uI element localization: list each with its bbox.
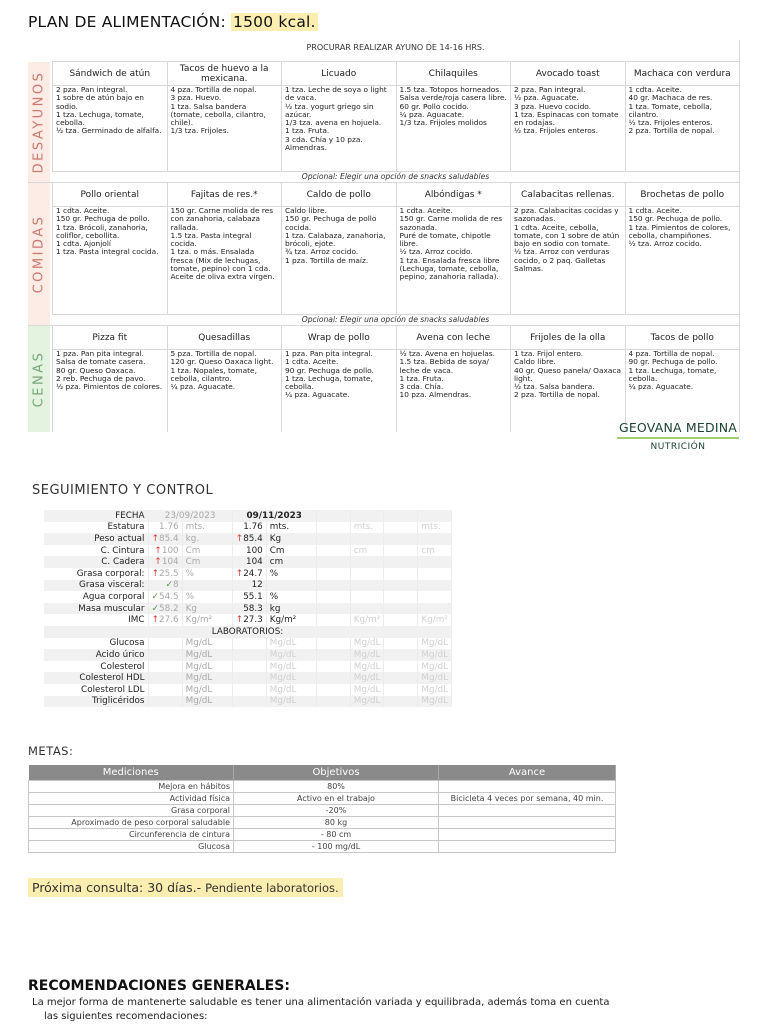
- empty-cell: [418, 510, 452, 522]
- lab-unit: Mg/dL: [350, 638, 384, 650]
- empty-cell: [316, 556, 350, 568]
- unit-date-2: mts.: [266, 522, 316, 534]
- meal-title: Pizza fit: [52, 326, 167, 349]
- value-text: 27.3: [243, 615, 263, 626]
- empty-cell: [384, 661, 418, 673]
- lab-label: Colesterol LDL: [44, 684, 148, 696]
- unit-date-4: mts.: [418, 522, 452, 534]
- empty-cell: [384, 568, 418, 580]
- value-date-2: [232, 580, 266, 592]
- value-date-2: [232, 522, 266, 534]
- lab-unit: Mg/dL: [182, 672, 232, 684]
- meal-title: Chilaquiles: [396, 62, 511, 85]
- next-appointment-main: Próxima consulta: 30 días.-: [32, 880, 202, 895]
- empty-cell: [316, 533, 350, 545]
- goals-header: Objetivos: [234, 765, 439, 780]
- goals-header: Avance: [439, 765, 616, 780]
- value-date-2: [232, 545, 266, 557]
- lab-unit: Mg/dL: [350, 684, 384, 696]
- empty-cell: [384, 533, 418, 545]
- empty-cell: [384, 684, 418, 696]
- empty-cell: [316, 603, 350, 615]
- arrow-up-icon: ↑: [235, 568, 244, 579]
- goal-progress: [439, 828, 616, 840]
- unit-date-4: [418, 533, 452, 545]
- empty-cell: [232, 638, 266, 650]
- section-cenas: [28, 326, 739, 432]
- lab-unit: Mg/dL: [418, 661, 452, 673]
- lab-label: Triglicéridos: [44, 696, 148, 708]
- next-appointment-note: Pendiente laboratorios.: [205, 881, 339, 895]
- meal-title: Avocado toast: [510, 62, 625, 85]
- meal-title: Machaca con verdura: [625, 62, 740, 85]
- value-date-2: [232, 556, 266, 568]
- empty-cell: [316, 580, 350, 592]
- lab-label: Glucosa: [44, 638, 148, 650]
- goal-objective: 80 kg: [234, 816, 439, 828]
- meal-ingredients: 2 pza. Pan integral. ½ pza. Aguacate. 3 pza. Huevo cocido. 1 tza. Espinacas con tomate en rodajas. ½ tza. Frijoles enteros.: [510, 86, 625, 171]
- tracking-row: [44, 522, 452, 534]
- meal-title: Pollo oriental: [52, 183, 167, 206]
- lab-unit: Mg/dL: [182, 638, 232, 650]
- meal-ingredients: 1 tza. Leche de soya o light de vaca. ½ tza. yogurt griego sin azúcar. 1/3 tza. avena en hojuela. 1 tza. Fruta. 3 cda. Chía y 10 pza. Almendras.: [281, 86, 396, 171]
- value-date-1: [148, 556, 182, 568]
- lab-row: [44, 638, 452, 650]
- goal-row: [29, 780, 616, 792]
- unit-date-3: [350, 580, 384, 592]
- goal-row: [29, 804, 616, 816]
- meal-ingredients: 1 tza. Frijol entero. Caldo libre. 40 gr. Queso panela/ Oaxaca light. ½ tza. Salsa bandera. 2 pza. Tortilla de nopal.: [510, 350, 625, 432]
- next-appointment: [28, 878, 343, 897]
- meal-title: Sándwich de atún: [52, 62, 167, 85]
- unit-date-2: Cm: [266, 545, 316, 557]
- empty-cell: [316, 545, 350, 557]
- meal-title: Tacos de pollo: [625, 326, 740, 349]
- lab-unit: Mg/dL: [182, 696, 232, 708]
- section-band: [28, 183, 50, 325]
- optional-note: Opcional: Elegir una opción de snacks saludables: [52, 171, 739, 182]
- brand-name: GEOVANA MEDINA: [618, 420, 738, 435]
- metric-label: Peso actual: [44, 533, 148, 545]
- value-text: 12: [251, 580, 263, 591]
- empty-cell: [316, 696, 350, 708]
- metric-label: Masa muscular: [44, 603, 148, 615]
- unit-date-3: [350, 556, 384, 568]
- value-date-1: [148, 545, 182, 557]
- goal-objective: - 80 cm: [234, 828, 439, 840]
- section-band: [28, 62, 50, 182]
- section-label: DESAYUNOS: [31, 70, 47, 174]
- meal-title: Calabacitas rellenas.: [510, 183, 625, 206]
- lab-row: [44, 649, 452, 661]
- unit-date-2: Kg/m²: [266, 614, 316, 626]
- empty-cell: [148, 672, 182, 684]
- check-icon: ✓: [151, 603, 160, 614]
- value-text: 24.7: [243, 568, 263, 579]
- goal-measure: Glucosa: [29, 840, 234, 852]
- empty-cell: [384, 545, 418, 557]
- empty-cell: [384, 696, 418, 708]
- empty-cell: [316, 638, 350, 650]
- empty-cell: [384, 510, 418, 522]
- meal-title: Brochetas de pollo: [625, 183, 740, 206]
- meal-title: Albóndigas *: [396, 183, 511, 206]
- lab-unit: Mg/dL: [182, 649, 232, 661]
- lab-unit: Mg/dL: [266, 696, 316, 708]
- empty-cell: [384, 591, 418, 603]
- unit-date-2: kg: [266, 603, 316, 615]
- section-comidas: [28, 183, 739, 326]
- kcal-highlight: 1500 kcal.: [233, 13, 316, 31]
- section-desayunos: [28, 62, 739, 183]
- check-icon: ✓: [151, 591, 160, 602]
- goal-objective: - 100 mg/dL: [234, 840, 439, 852]
- lab-label: Acido úrico: [44, 649, 148, 661]
- value-date-1: [148, 533, 182, 545]
- date-1: 23/09/2023: [148, 510, 232, 522]
- lab-row: [44, 696, 452, 708]
- value-text: 55.1: [243, 591, 263, 602]
- lab-unit: Mg/dL: [182, 661, 232, 673]
- tracking-table: [44, 510, 452, 707]
- empty-cell: [148, 649, 182, 661]
- meal-ingredients: 4 pza. Tortilla de nopal. 3 pza. Huevo. 1 tza. Salsa bandera (tomate, cebolla, cilantro, chile). 1/3 tza. Frijoles.: [167, 86, 282, 171]
- meal-title: Caldo de pollo: [281, 183, 396, 206]
- value-date-2: [232, 591, 266, 603]
- section-band: [28, 326, 50, 432]
- page-title: PLAN DE ALIMENTACIÓN: 1500 kcal.: [28, 13, 316, 31]
- metric-label: IMC: [44, 614, 148, 626]
- tracking-title: SEGUIMIENTO Y CONTROL: [32, 483, 214, 498]
- meal-title: Frijoles de la olla: [510, 326, 625, 349]
- tracking-row: [44, 556, 452, 568]
- value-text: 1.76: [243, 522, 263, 533]
- empty-cell: [384, 638, 418, 650]
- meal-title: Avena con leche: [396, 326, 511, 349]
- goal-progress: [439, 780, 616, 792]
- value-date-2: [232, 614, 266, 626]
- arrow-up-icon: ↑: [154, 557, 162, 568]
- date-2: 09/11/2023: [232, 510, 316, 522]
- arrow-up-icon: ↑: [235, 615, 244, 626]
- tracking-row: [44, 545, 452, 557]
- value-date-1: [148, 591, 182, 603]
- empty-cell: [384, 649, 418, 661]
- metric-label: C. Cadera: [44, 556, 148, 568]
- empty-cell: [148, 661, 182, 673]
- unit-date-1: %: [182, 568, 232, 580]
- lab-unit: Mg/dL: [418, 638, 452, 650]
- empty-cell: [384, 522, 418, 534]
- unit-date-4: cm: [418, 545, 452, 557]
- empty-cell: [232, 649, 266, 661]
- meal-ingredients: ½ tza. Avena en hojuelas. 1.5 tza. Bebida de soya/ leche de vaca. 1 tza. Fruta. 3 cda. Chía. 10 pza. Almendras.: [396, 350, 511, 432]
- empty-cell: [316, 591, 350, 603]
- goal-progress: [439, 804, 616, 816]
- tracking-header-row: [44, 510, 452, 522]
- unit-date-1: kg.: [182, 533, 232, 545]
- unit-date-3: [350, 591, 384, 603]
- goal-row: [29, 828, 616, 840]
- goal-measure: Mejora en hábitos: [29, 780, 234, 792]
- unit-date-3: cm: [350, 545, 384, 557]
- lab-unit: Mg/dL: [266, 661, 316, 673]
- meal-ingredients: 150 gr. Carne molida de res con zanahoria, calabaza rallada. 1.5 tza. Pasta integral cocida. 1 tza. o más. Ensalada fresca (Mix de lechugas, tomate, pepino) con 1 cda. Aceite de oliva extra virgen.: [167, 207, 282, 314]
- unit-date-4: [418, 580, 452, 592]
- value-text: 85.4: [159, 533, 179, 544]
- tracking-row: [44, 533, 452, 545]
- meal-title: Quesadillas: [167, 326, 282, 349]
- value-text: 100: [245, 545, 263, 556]
- tracking-row: [44, 568, 452, 580]
- metric-label: Grasa visceral:: [44, 580, 148, 592]
- arrow-up-icon: ↑: [151, 568, 160, 579]
- value-date-1: [148, 568, 182, 580]
- goal-objective: Activo en el trabajo: [234, 792, 439, 804]
- fasting-note: PROCURAR REALIZAR AYUNO DE 14-16 HRS.: [52, 40, 739, 62]
- brand-subtitle: NUTRICIÓN: [650, 442, 706, 452]
- value-text: 25.5: [159, 568, 179, 579]
- value-text: 85.4: [243, 533, 263, 544]
- value-date-2: [232, 603, 266, 615]
- goal-row: [29, 792, 616, 804]
- meal-ingredients: 2 pza. Pan integral. 1 sobre de atún bajo en sodio. 1 tza. Lechuga, tomate, cebolla. ½ tza. Germinado de alfalfa.: [52, 86, 167, 171]
- unit-date-1: Kg/m²: [182, 614, 232, 626]
- goal-row: [29, 816, 616, 828]
- meal-title: Fajitas de res.*: [167, 183, 282, 206]
- value-text: 100: [161, 545, 179, 556]
- value-date-1: [148, 580, 182, 592]
- metric-label: Agua corporal: [44, 591, 148, 603]
- lab-unit: Mg/dL: [350, 696, 384, 708]
- empty-cell: [316, 510, 350, 522]
- labs-header-row: [44, 626, 452, 638]
- value-text: 1.76: [159, 522, 179, 533]
- arrow-up-icon: ↑: [154, 545, 162, 556]
- meal-title: Licuado: [281, 62, 396, 85]
- meal-ingredients: 1 pza. Pan pita integral. 1 cdta. Aceite. 90 gr. Pechuga de pollo. 1 tza. Lechuga, tomate, cebolla. ¼ pza. Aguacate.: [281, 350, 396, 432]
- goal-measure: Grasa corporal: [29, 804, 234, 816]
- value-text: 54.5: [159, 591, 179, 602]
- goal-measure: Circunferencia de cintura: [29, 828, 234, 840]
- lab-unit: Mg/dL: [418, 696, 452, 708]
- labs-title: LABORATORIOS:: [44, 626, 452, 638]
- empty-cell: [350, 510, 384, 522]
- goal-objective: -20%: [234, 804, 439, 816]
- meal-ingredients: 5 pza. Tortilla de nopal. 120 gr. Queso Oaxaca light. 1 tza. Nopales, tomate, cebolla, cilantro. ¼ pza. Aguacate.: [167, 350, 282, 432]
- unit-date-1: Kg: [182, 603, 232, 615]
- value-date-1: [148, 614, 182, 626]
- goals-table: [28, 765, 616, 853]
- goal-objective: 80%: [234, 780, 439, 792]
- unit-date-2: [266, 580, 316, 592]
- check-icon: ✓: [165, 580, 174, 591]
- unit-date-3: [350, 568, 384, 580]
- arrow-up-icon: ↑: [151, 533, 160, 544]
- unit-date-3: [350, 533, 384, 545]
- value-date-1: [148, 522, 182, 534]
- section-label: COMIDAS: [31, 214, 47, 294]
- empty-cell: [232, 696, 266, 708]
- unit-date-1: [182, 580, 232, 592]
- value-text: 58.2: [159, 603, 179, 614]
- recommendations-line: La mejor forma de mantenerte saludable es tener una alimentación variada y equilibrada, además toma en cuenta: [32, 997, 610, 1008]
- lab-row: [44, 672, 452, 684]
- empty-cell: [384, 580, 418, 592]
- goal-row: [29, 840, 616, 852]
- meal-ingredients: 1 cdta. Aceite. 150 gr. Pechuga de pollo. 1 tza. Brócoli, zanahoria, coliflor, cebollita. 1 cdta. Ajonjolí 1 tza. Pasta integral cocida.: [52, 207, 167, 314]
- unit-date-4: [418, 556, 452, 568]
- lab-unit: Mg/dL: [266, 672, 316, 684]
- unit-date-3: [350, 603, 384, 615]
- meal-ingredients: 1 cdta. Aceite. 150 gr. Carne molida de res sazonada. Puré de tomate, chipotle libre. ½ tza. Arroz cocido. 1 tza. Ensalada fresca libre (Lechuga, tomate, cebolla, pepino, zanahoria rallada).: [396, 207, 511, 314]
- meal-ingredients: 1 cdta. Aceite. 150 gr. Pechuga de pollo. 1 tza. Pimientos de colores, cebolla, champiñones. ½ tza. Arroz cocido.: [625, 207, 740, 314]
- empty-cell: [316, 661, 350, 673]
- empty-cell: [148, 638, 182, 650]
- unit-date-2: Kg: [266, 533, 316, 545]
- empty-cell: [316, 672, 350, 684]
- lab-unit: Mg/dL: [418, 684, 452, 696]
- empty-cell: [384, 603, 418, 615]
- meal-ingredients: 4 pza. Tortilla de nopal. 90 gr. Pechuga de pollo. 1 tza. Lechuga, tomate, cebolla. ¼ pza. Aguacate.: [625, 350, 740, 432]
- empty-cell: [316, 649, 350, 661]
- meal-ingredients: 2 pza. Calabacitas cocidas y sazonadas. 1 cdta. Aceite, cebolla, tomate, con 1 sobre de atún bajo en sodio con tomate. ½ tza. Arroz con verduras cocido, o 2 paq. Galletas Salmas.: [510, 207, 625, 314]
- value-text: 104: [245, 557, 263, 568]
- meal-ingredients: 1 cdta. Aceite. 40 gr. Machaca de res. 1 tza. Tomate, cebolla, cilantro. ½ tza. Frijoles enteros. 2 pza. Tortilla de nopal.: [625, 86, 740, 171]
- meal-details: [52, 86, 739, 171]
- empty-cell: [232, 672, 266, 684]
- date-label: FECHA: [44, 510, 148, 522]
- unit-date-2: cm: [266, 556, 316, 568]
- meal-headers: [52, 183, 739, 207]
- unit-date-4: Kg/m²: [418, 614, 452, 626]
- lab-unit: Mg/dL: [266, 684, 316, 696]
- lab-unit: Mg/dL: [418, 672, 452, 684]
- unit-date-1: %: [182, 591, 232, 603]
- goal-measure: Aproximado de peso corporal saludable: [29, 816, 234, 828]
- unit-date-3: mts.: [350, 522, 384, 534]
- unit-date-2: %: [266, 568, 316, 580]
- lab-unit: Mg/dL: [418, 649, 452, 661]
- recommendations-title: RECOMENDACIONES GENERALES:: [28, 978, 290, 994]
- tracking-row: [44, 614, 452, 626]
- value-text: 27.6: [159, 615, 179, 626]
- recommendations-text: [32, 996, 732, 1024]
- empty-cell: [148, 696, 182, 708]
- value-text: 8: [173, 580, 179, 591]
- lab-label: Colesterol HDL: [44, 672, 148, 684]
- value-date-2: [232, 568, 266, 580]
- value-date-2: [232, 533, 266, 545]
- lab-unit: Mg/dL: [182, 684, 232, 696]
- empty-cell: [384, 614, 418, 626]
- unit-date-4: [418, 591, 452, 603]
- meal-plan: [28, 40, 740, 432]
- goals-title: METAS:: [28, 744, 74, 758]
- unit-date-4: [418, 603, 452, 615]
- empty-cell: [148, 684, 182, 696]
- meal-details: [52, 207, 739, 314]
- arrow-up-icon: ↑: [151, 615, 160, 626]
- goal-progress: [439, 816, 616, 828]
- lab-unit: Mg/dL: [350, 661, 384, 673]
- goal-progress: [439, 840, 616, 852]
- unit-date-3: Kg/m²: [350, 614, 384, 626]
- value-text: 58.3: [243, 603, 263, 614]
- empty-cell: [316, 568, 350, 580]
- lab-unit: Mg/dL: [266, 638, 316, 650]
- lab-row: [44, 684, 452, 696]
- lab-label: Colesterol: [44, 661, 148, 673]
- unit-date-4: [418, 568, 452, 580]
- tracking-row: [44, 603, 452, 615]
- meal-ingredients: Caldo libre. 150 gr. Pechuga de pollo cocida. 1 tza. Calabaza, zanahoria, brócoli, ejote. ¾ tza. Arroz cocido. 1 pza. Tortilla de maíz.: [281, 207, 396, 314]
- metric-label: Estatura: [44, 522, 148, 534]
- value-text: 104: [161, 557, 179, 568]
- optional-note: Opcional: Elegir una opción de snacks saludables: [52, 314, 739, 325]
- unit-date-2: %: [266, 591, 316, 603]
- brand-logo: [617, 420, 739, 452]
- meal-headers: [52, 326, 739, 350]
- empty-cell: [232, 684, 266, 696]
- empty-cell: [316, 522, 350, 534]
- goal-measure: Actividad física: [29, 792, 234, 804]
- goal-progress: Bicicleta 4 veces por semana, 40 min.: [439, 792, 616, 804]
- meal-title: Wrap de pollo: [281, 326, 396, 349]
- meal-ingredients: 1 pza. Pan pita integral. Salsa de tomate casera. 80 gr. Queso Oaxaca. 2 reb. Pechuga de pavo. ½ pza. Pimientos de colores.: [52, 350, 167, 432]
- meal-ingredients: 1.5 tza. Totopos horneados. Salsa verde/roja casera libre. 60 gr. Pollo cocido. ¼ pza. Aguacate. 1/3 tza. Frijoles molidos: [396, 86, 511, 171]
- lab-unit: Mg/dL: [350, 649, 384, 661]
- empty-cell: [384, 556, 418, 568]
- recommendations-line: las siguientes recomendaciones:: [44, 1011, 208, 1022]
- lab-unit: Mg/dL: [350, 672, 384, 684]
- unit-date-1: mts.: [182, 522, 232, 534]
- meal-headers: [52, 62, 739, 86]
- empty-cell: [232, 661, 266, 673]
- unit-date-1: Cm: [182, 545, 232, 557]
- value-date-1: [148, 603, 182, 615]
- tracking-row: [44, 580, 452, 592]
- lab-row: [44, 661, 452, 673]
- brand-underline: [617, 437, 739, 439]
- lab-unit: Mg/dL: [266, 649, 316, 661]
- arrow-up-icon: ↑: [235, 533, 244, 544]
- metric-label: Grasa corporal:: [44, 568, 148, 580]
- empty-cell: [384, 672, 418, 684]
- unit-date-1: Cm: [182, 556, 232, 568]
- empty-cell: [316, 614, 350, 626]
- empty-cell: [316, 684, 350, 696]
- section-label: CENAS: [31, 350, 47, 408]
- tracking-row: [44, 591, 452, 603]
- metric-label: C. Cintura: [44, 545, 148, 557]
- meal-title: Tacos de huevo a la mexicana.: [167, 62, 282, 85]
- goals-header: Mediciones: [29, 765, 234, 780]
